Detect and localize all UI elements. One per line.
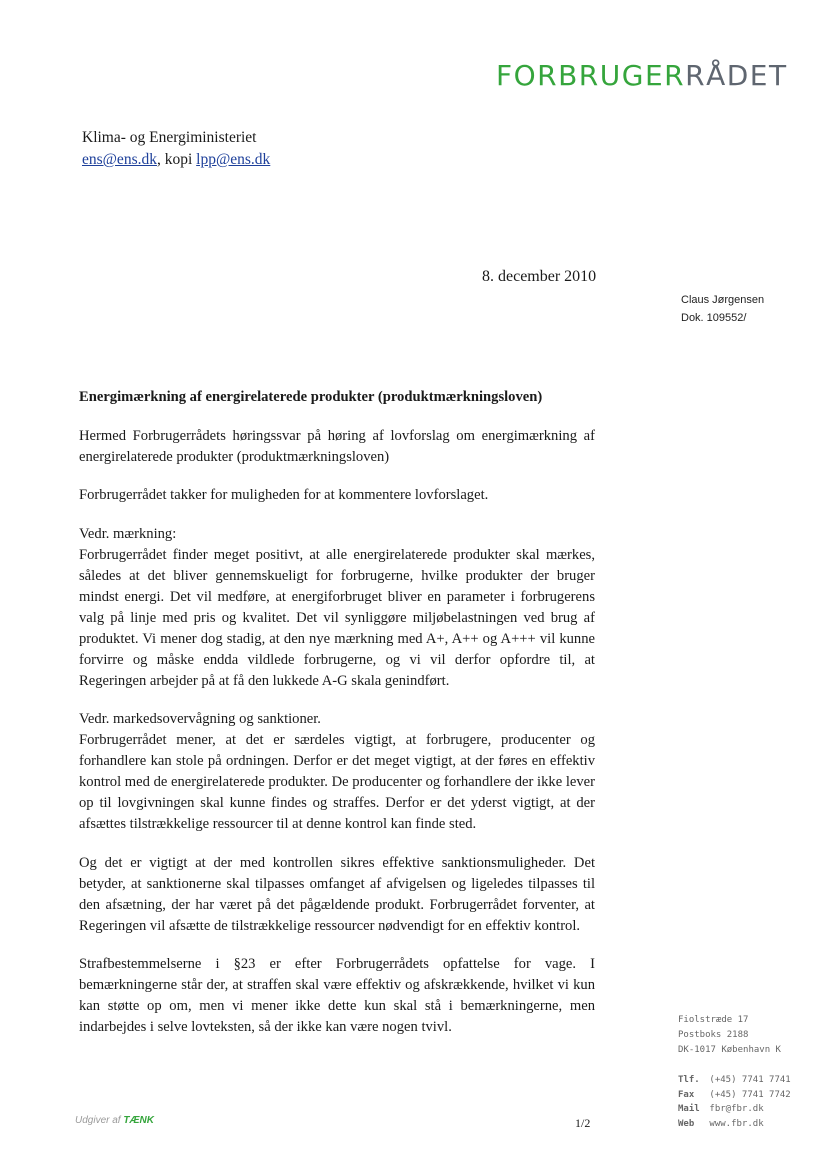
email-link-lpp[interactable]: lpp@ens.dk xyxy=(196,151,271,168)
mail-value: fbr@fbr.dk xyxy=(709,1104,764,1114)
letter-body xyxy=(79,387,595,1056)
address-box: Postboks 2188 xyxy=(678,1030,749,1040)
paragraph-control: Forbrugerrådet mener, at det er særdeles vigtigt, at forbrugere, producenter og forhandlere kan stole på ordningen. Derfor er det meget vigtigt, at der føres en effektiv kontrol med de energirelaterede produkter. De producenter og forhandlere der ikke lever op til lovgivningen skal kunne findes og straffes. Derfor er det yderst vigtigt, at der afsættes tilstrækkelige ressourcer til at denne kontrol kan finde sted. xyxy=(79,732,595,832)
paragraph-thanks: Forbrugerrådet takker for muligheden for at kommentere lovforslaget. xyxy=(79,487,489,503)
paragraph-intro: Hermed Forbrugerrådets høringssvar på høring af lovforslag om energimærkning af energirelaterede produkter (produktmærkningsloven) xyxy=(79,427,595,465)
contact-block xyxy=(678,1073,791,1131)
address-city: DK-1017 København K xyxy=(678,1045,781,1055)
document-number: Dok. 109552/ xyxy=(681,312,747,324)
recipient-name: Klima- og Energiministeriet xyxy=(82,129,257,146)
author-name: Claus Jørgensen xyxy=(681,294,765,306)
publisher-prefix: Udgiver af xyxy=(75,1115,124,1126)
web-label: Web xyxy=(678,1118,695,1129)
contact-mail xyxy=(678,1102,791,1117)
forbrugerraadet-logo xyxy=(496,56,788,96)
logo-text-raadet: RÅDET xyxy=(685,59,788,92)
publisher-note xyxy=(75,1115,154,1126)
logo-text-forbruger: FORBRUGER xyxy=(496,59,686,92)
subject-heading: Energimærkning af energirelaterede produkter (produktmærkningsloven) xyxy=(79,389,543,405)
fax-value: (+45) 7741 7742 xyxy=(709,1089,791,1100)
fax-label: Fax xyxy=(678,1089,695,1100)
section-heading-market-surveillance: Vedr. markedsovervågning og sanktioner. xyxy=(79,711,321,727)
email-separator: , kopi xyxy=(156,151,197,168)
recipient-block xyxy=(82,127,270,171)
contact-fax xyxy=(678,1088,791,1103)
document-meta xyxy=(681,291,764,327)
phone-label: Tlf. xyxy=(678,1075,700,1085)
mail-label: Mail xyxy=(678,1104,700,1114)
page-number: 1/2 xyxy=(575,1116,591,1130)
address-street: Fiolstræde 17 xyxy=(678,1015,749,1025)
address-block xyxy=(678,1013,781,1058)
letter-date: 8. december 2010 xyxy=(482,268,597,285)
email-link-ens[interactable]: ens@ens.dk xyxy=(82,151,157,168)
recipient-emails xyxy=(82,149,270,171)
section-heading-marking: Vedr. mærkning: xyxy=(79,525,177,542)
taenk-logo: TÆNK xyxy=(123,1115,154,1126)
phone-value: (+45) 7741 7741 xyxy=(709,1075,791,1085)
paragraph-penalties: Strafbestemmelserne i §23 er efter Forbrugerrådets opfattelse for vage. I bemærkningerne står der, at straffen skal være effektiv og afskrækkende, hvilket vi kun kan støtte op om, men vi mener ikke dette kun skal stå i bemærkningerne, men indarbejdes i selve lovteksten, så der ikke kan være nogen tvivl. xyxy=(79,956,595,1035)
contact-phone xyxy=(678,1073,791,1088)
contact-web xyxy=(678,1117,791,1132)
web-value: www.fbr.dk xyxy=(709,1118,764,1129)
paragraph-marking: Forbrugerrådet finder meget positivt, at alle energirelaterede produkter skal mærkes, således at det bliver gennemskueligt for forbrugerne, hvilke produkter der bruger mindst energi. Det vil medføre, at energiforbruget bliver en parameter i forbrugerens valg på linje med pris og kvalitet. Det vil synliggøre miljøbelastningen ved brug af produktet. Vi mener dog stadig, at den nye mærkning med A+, A++ og A+++ vil kunne forvirre og måske endda vildlede forbrugerne, og vi vil derfor opfordre til, at Regeringen arbejder på at få den lukkede A-G skala genindført. xyxy=(79,546,595,689)
paragraph-sanctions: Og det er vigtigt at der med kontrollen sikres effektive sanktionsmuligheder. Det betyder, at sanktionerne skal tilpasses omfanget af afvigelsen og ligeledes tilpasses til den afsætning, der har været på det pågældende produkt. Forbrugerrådet forventer, at Regeringen vil afsætte de tilstrækkelige ressourcer nødvendigt for en effektiv kontrol. xyxy=(79,854,595,934)
